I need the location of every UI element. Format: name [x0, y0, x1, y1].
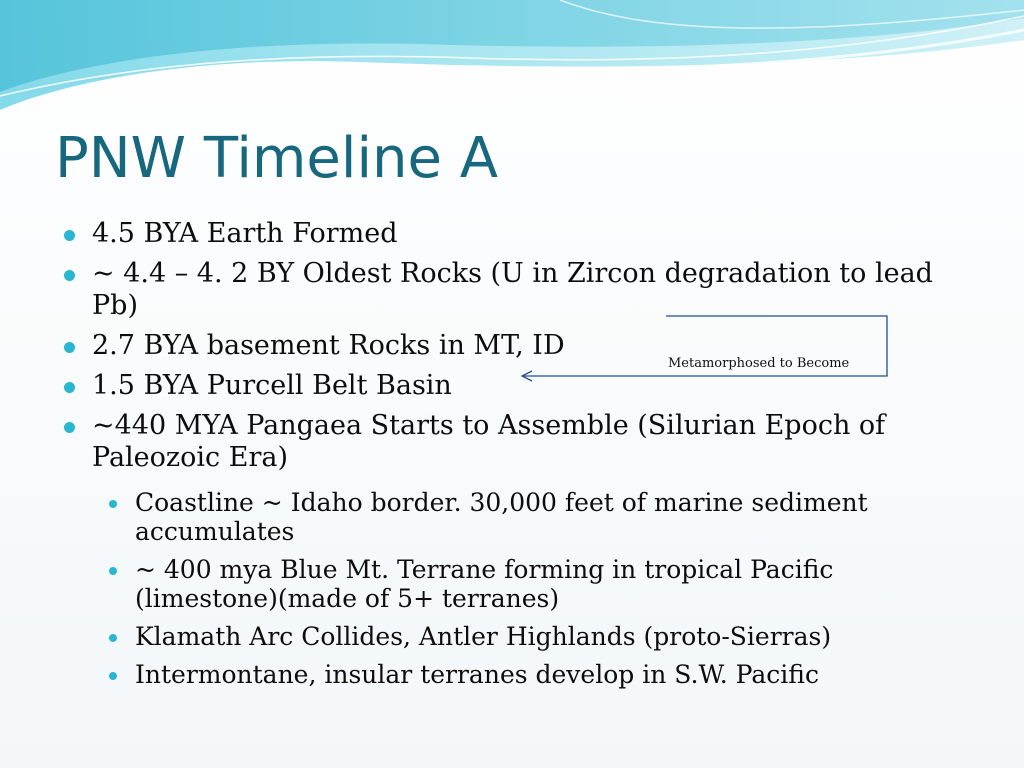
bullet-list: [62, 218, 962, 698]
sub-bullet-text: Klamath Arc Collides, Antler Highlands (proto-Sierras): [135, 622, 832, 651]
annotation-label: Metamorphosed to Become: [668, 356, 850, 371]
bullet-text: 2.7 BYA basement Rocks in MT, ID: [92, 330, 565, 361]
bullet-item: [62, 370, 962, 402]
bullet-text: ~ 4.4 – 4. 2 BY Oldest Rocks (U in Zircon degradation to lead Pb): [92, 258, 933, 321]
bullet-dot-icon: [64, 230, 75, 241]
bullet-item: [62, 410, 962, 689]
sub-bullet-dot-icon: [109, 500, 117, 508]
bullet-dot-icon: [64, 270, 75, 281]
bullet-text: 4.5 BYA Earth Formed: [92, 218, 398, 249]
bullet-item: [62, 218, 962, 250]
sub-bullet-item: [92, 660, 962, 689]
sub-bullet-dot-icon: [109, 567, 117, 575]
sub-bullet-list: [92, 488, 962, 689]
sub-bullet-dot-icon: [109, 634, 117, 642]
bullet-dot-icon: [64, 342, 75, 353]
sub-bullet-text: ~ 400 mya Blue Mt. Terrane forming in tropical Pacific (limestone)(made of 5+ terranes): [135, 555, 834, 613]
sub-bullet-item: [92, 488, 962, 546]
bullet-dot-icon: [64, 422, 75, 433]
bullet-text: ~440 MYA Pangaea Starts to Assemble (Silurian Epoch of Paleozoic Era): [92, 410, 886, 473]
bullet-dot-icon: [64, 382, 75, 393]
header-wave-decoration: [0, 0, 1024, 130]
sub-bullet-text: Intermontane, insular terranes develop in S.W. Pacific: [135, 660, 819, 689]
slide-title: PNW Timeline A: [55, 126, 499, 191]
sub-bullet-item: [92, 555, 962, 613]
sub-bullet-item: [92, 622, 962, 651]
bullet-item: [62, 258, 962, 322]
sub-bullet-dot-icon: [109, 672, 117, 680]
bullet-text: 1.5 BYA Purcell Belt Basin: [92, 370, 452, 401]
sub-bullet-text: Coastline ~ Idaho border. 30,000 feet of marine sediment accumulates: [135, 488, 868, 546]
